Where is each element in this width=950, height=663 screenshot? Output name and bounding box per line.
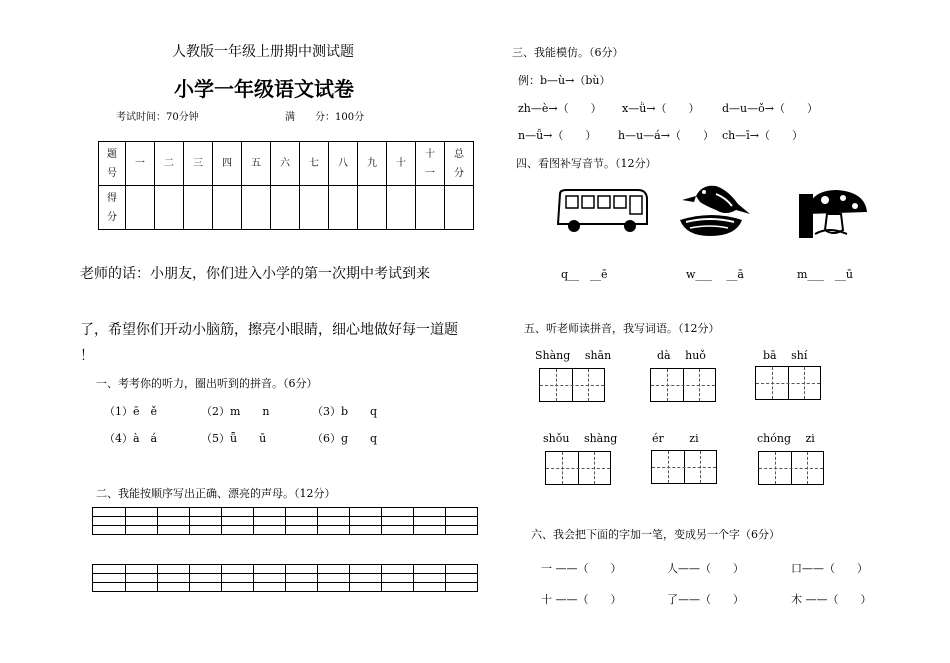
pinyin-label: chóng zi	[757, 432, 815, 445]
exam-subtitle: 人教版一年级上册期中测试题	[172, 44, 354, 60]
exam-title: 小学一年级语文试卷	[174, 77, 354, 101]
score-cell[interactable]	[445, 186, 474, 230]
tian-grid[interactable]	[758, 451, 824, 485]
score-cell[interactable]	[329, 186, 358, 230]
score-cell[interactable]	[213, 186, 242, 230]
section5-title: 五、听老师读拼音，我写词语。（12分）	[524, 322, 720, 335]
add-stroke-item[interactable]: 十 ——（ ）	[541, 593, 622, 606]
bird-nest-icon	[676, 180, 756, 238]
section3-title: 三、我能模仿。（6分）	[512, 46, 624, 59]
score-cell[interactable]	[184, 186, 213, 230]
writing-grid[interactable]	[92, 507, 478, 535]
exam-time: 考试时间：70分钟	[116, 112, 199, 123]
score-cell[interactable]	[126, 186, 155, 230]
score-col: 十	[387, 142, 416, 186]
tian-grid[interactable]	[651, 450, 717, 484]
imitate-item[interactable]: n—ǚ→（ ）	[518, 129, 597, 142]
imitate-item[interactable]: ch—ī→（ ）	[722, 129, 803, 142]
pinyin-label: dà huǒ	[657, 349, 706, 362]
exam-full-score: 满 分：100分	[285, 112, 365, 123]
bus-icon	[554, 188, 650, 234]
picture-answer[interactable]: m___ __ū	[797, 268, 854, 281]
score-col: 一	[126, 142, 155, 186]
listen-item[interactable]: （2）m n	[201, 405, 270, 418]
score-col: 八	[329, 142, 358, 186]
pinyin-label: bā shí	[763, 349, 808, 362]
score-col: 五	[242, 142, 271, 186]
picture-answer[interactable]: w___ __ā	[686, 268, 744, 281]
add-stroke-item[interactable]: 人——（ ）	[667, 562, 744, 575]
score-table	[98, 141, 474, 230]
score-col: 二	[155, 142, 184, 186]
score-col: 四	[213, 142, 242, 186]
pinyin-label: Shàng shān	[535, 349, 612, 362]
tian-grid[interactable]	[755, 366, 821, 400]
imitate-item[interactable]: d—u—ǒ→（ ）	[722, 102, 818, 115]
score-col: 七	[300, 142, 329, 186]
score-table-header-label: 题 号	[99, 142, 126, 186]
score-cell[interactable]	[416, 186, 445, 230]
imitate-item[interactable]: x—ǜ→（ ）	[622, 102, 700, 115]
listen-item[interactable]: （4）à á	[104, 432, 158, 445]
section2-title: 二、我能按顺序写出正确、漂亮的声母。（12分）	[96, 487, 336, 500]
score-cell[interactable]	[387, 186, 416, 230]
mushroom-icon	[799, 186, 869, 238]
section1-title: 一、考考你的听力，圈出听到的拼音。（6分）	[96, 377, 318, 390]
add-stroke-item[interactable]: 一 ——（ ）	[541, 562, 622, 575]
score-col: 六	[271, 142, 300, 186]
tian-grid[interactable]	[545, 451, 611, 485]
score-col-total: 总 分	[445, 142, 474, 186]
add-stroke-item[interactable]: 口——（ ）	[791, 562, 868, 575]
tian-grid[interactable]	[650, 368, 716, 402]
teacher-note-line1: 老师的话：小朋友，你们进入小学的第一次期中考试到来	[80, 266, 430, 282]
pinyin-label: ér zi	[652, 432, 699, 445]
imitate-item[interactable]: h—u—á→（ ）	[618, 129, 714, 142]
section4-title: 四、看图补写音节。（12分）	[516, 157, 657, 170]
writing-grid[interactable]	[92, 564, 478, 592]
score-cell[interactable]	[271, 186, 300, 230]
picture-answer[interactable]: q__ __ē	[561, 268, 608, 281]
imitate-example: 例：b—ù→（bù）	[518, 74, 611, 87]
teacher-note-line2: 了，希望你们开动小脑筋，擦亮小眼睛，细心地做好每一道题	[80, 322, 458, 338]
imitate-item[interactable]: zh—è→（ ）	[518, 102, 602, 115]
section6-title: 六、我会把下面的字加一笔，变成另一个字（6分）	[531, 528, 780, 541]
listen-item[interactable]: （1）ē ě	[104, 405, 158, 418]
listen-item[interactable]: （6）ɡ q	[312, 432, 378, 445]
tian-grid[interactable]	[539, 368, 605, 402]
score-col: 十 一	[416, 142, 445, 186]
score-cell[interactable]	[300, 186, 329, 230]
listen-item[interactable]: （3）b q	[312, 405, 378, 418]
score-table-row-label: 得 分	[99, 186, 126, 230]
score-cell[interactable]	[242, 186, 271, 230]
score-cell[interactable]	[155, 186, 184, 230]
score-col: 九	[358, 142, 387, 186]
score-col: 三	[184, 142, 213, 186]
add-stroke-item[interactable]: 木 ——（ ）	[791, 593, 872, 606]
pinyin-label: shǒu shàng	[543, 432, 618, 445]
listen-item[interactable]: （5）ǖ ū	[201, 432, 267, 445]
teacher-note-line3: ！	[80, 348, 94, 364]
score-cell[interactable]	[358, 186, 387, 230]
add-stroke-item[interactable]: 了——（ ）	[667, 593, 744, 606]
